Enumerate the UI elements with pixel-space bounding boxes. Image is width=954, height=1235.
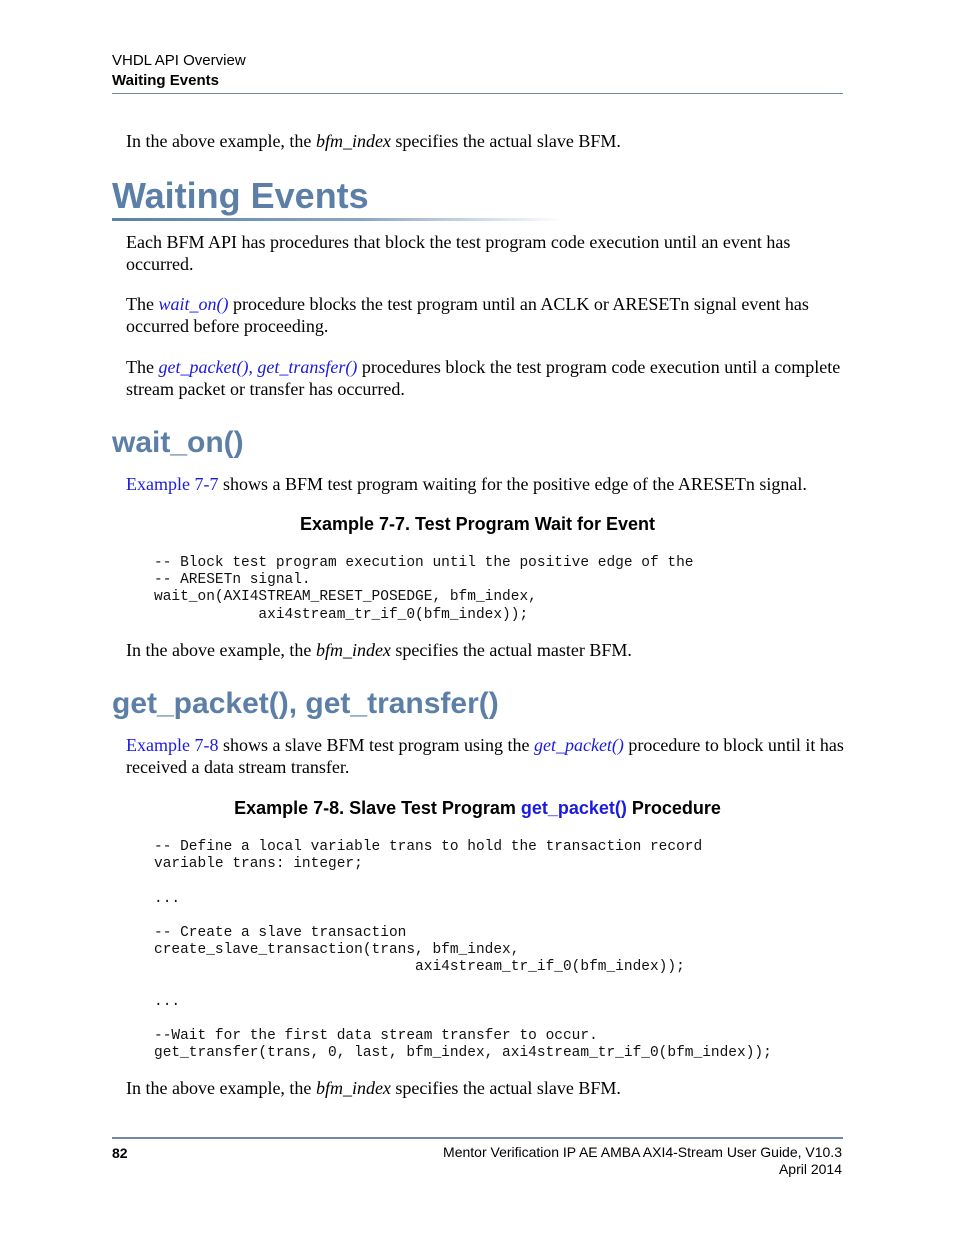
intro-post: specifies the actual slave BFM. — [390, 131, 621, 151]
code-line — [154, 977, 772, 994]
get-packet-paragraph — [126, 734, 844, 778]
code-line: axi4stream_tr_if_0(bfm_index)); — [154, 959, 685, 976]
code-line: -- ARESETn signal. — [154, 572, 311, 589]
example-7-8-caption — [112, 797, 843, 819]
footer-divider — [112, 1137, 843, 1139]
code-line: ... — [154, 890, 181, 907]
p3-post: procedures block the test program code execution until a complete stream packet or transfer has occurred. — [126, 357, 841, 399]
after-pre: In the above example, the — [126, 1078, 316, 1098]
wait-on-after-paragraph — [126, 639, 844, 661]
code-line: create_slave_transaction(trans, bfm_index, — [154, 942, 520, 959]
waiting-events-paragraph-3 — [126, 356, 844, 400]
wait-on-paragraph — [126, 473, 844, 495]
p2-post: procedure blocks the test program until an ACLK or ARESETn signal event has occurred before proceeding. — [126, 294, 809, 336]
after-pre: In the above example, the — [126, 640, 316, 660]
caption-pre: Example 7-8. Slave Test Program — [234, 798, 521, 818]
code-line — [154, 908, 772, 925]
heading-waiting-events: Waiting Events — [112, 175, 369, 216]
after-term: bfm_index — [315, 1078, 391, 1098]
code-line: get_transfer(trans, 0, last, bfm_index, axi4stream_tr_if_0(bfm_index)); — [154, 1045, 772, 1062]
running-header-section: Waiting Events — [112, 72, 219, 89]
example-7-7-caption: Example 7-7. Test Program Wait for Event — [299, 514, 656, 534]
footer-guide-title: Mentor Verification IP AE AMBA AXI4-Stream User Guide, V10.3 — [443, 1144, 842, 1160]
intro-term: bfm_index — [315, 131, 391, 151]
running-header-chapter: VHDL API Overview — [112, 52, 246, 69]
get-packet-paragraph-post: procedure to block until it has received a data stream transfer. — [126, 735, 844, 777]
intro-pre: In the above example, the — [126, 131, 316, 151]
intro-paragraph — [126, 130, 844, 152]
wait-on-link[interactable]: wait_on() — [158, 294, 229, 314]
code-line — [154, 1011, 772, 1028]
wait-on-paragraph-text: shows a BFM test program waiting for the positive edge of the ARESETn signal. — [218, 474, 807, 494]
code-line: wait_on(AXI4STREAM_RESET_POSEDGE, bfm_index, — [154, 589, 537, 606]
code-line: -- Block test program execution until the positive edge of the — [154, 555, 694, 571]
code-line: -- Create a slave transaction — [154, 924, 407, 941]
example-7-8-link[interactable]: Example 7-8 — [126, 735, 219, 755]
waiting-events-paragraph-2 — [126, 293, 844, 337]
heading-get-packet-get-transfer: get_packet(), get_transfer() — [112, 687, 499, 720]
example-7-8-code-block — [154, 839, 772, 1062]
code-line — [154, 873, 772, 890]
after-post: specifies the actual slave BFM. — [390, 1078, 621, 1098]
heading-underline — [112, 218, 564, 221]
after-term: bfm_index — [315, 640, 391, 660]
code-line: axi4stream_tr_if_0(bfm_index)); — [154, 606, 529, 623]
code-line: variable trans: integer; — [154, 856, 363, 873]
example-7-7-link[interactable]: Example 7-7 — [126, 474, 219, 494]
after-post: specifies the actual master BFM. — [390, 640, 632, 660]
get-packet-paragraph-mid: shows a slave BFM test program using the — [218, 735, 534, 755]
heading-wait-on: wait_on() — [112, 426, 244, 459]
page-number: 82 — [112, 1145, 128, 1161]
p3-pre: The — [126, 357, 159, 377]
p2-pre: The — [126, 294, 159, 314]
get-packet-after-paragraph — [126, 1077, 844, 1099]
header-divider — [112, 93, 843, 94]
code-line: ... — [154, 993, 181, 1010]
caption-get-packet-link[interactable]: get_packet() — [520, 798, 627, 818]
get-packet-link[interactable]: get_packet() — [533, 735, 624, 755]
get-packet-transfer-link[interactable]: get_packet(), get_transfer() — [158, 357, 358, 377]
caption-post: Procedure — [626, 798, 721, 818]
waiting-events-paragraph-1: Each BFM API has procedures that block the test program code execution until an event has occurred. — [126, 232, 791, 274]
code-line: -- Define a local variable trans to hold the transaction record — [154, 839, 703, 855]
example-7-7-code-block — [154, 555, 694, 624]
code-line: --Wait for the first data stream transfer to occur. — [154, 1028, 598, 1045]
footer-date: April 2014 — [778, 1161, 842, 1177]
